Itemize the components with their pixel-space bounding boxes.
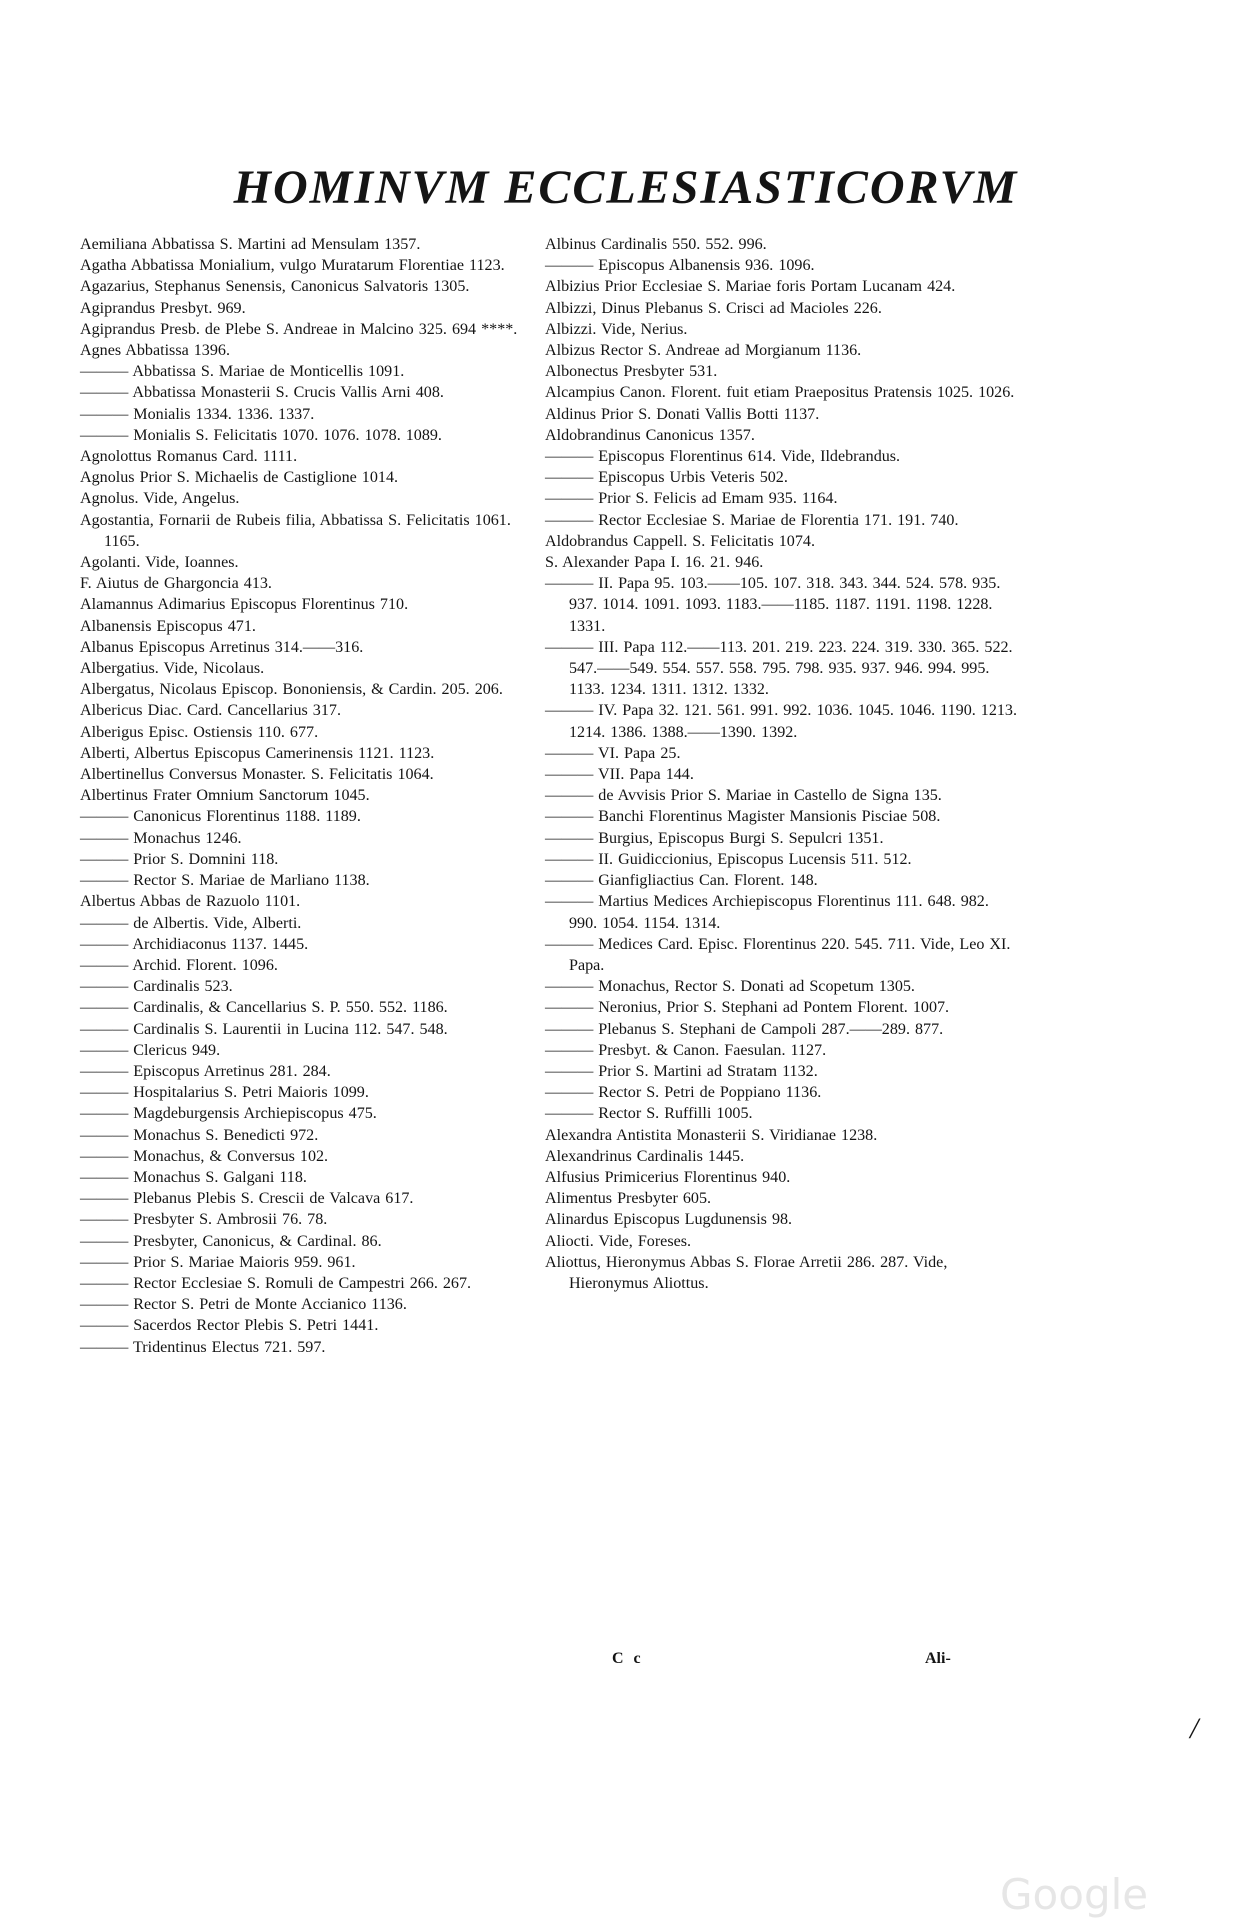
index-entry: ——— Presbyt. & Canon. Faesulan. 1127. xyxy=(545,1041,827,1059)
index-entry: ——— Tridentinus Electus 721. 597. xyxy=(80,1338,326,1356)
signature-mark: C c xyxy=(612,1650,644,1667)
index-entry: Albertinellus Conversus Monaster. S. Felicitatis 1064. xyxy=(80,766,434,784)
index-entry: ——— VII. Papa 144. xyxy=(545,766,694,784)
index-entry: ——— Monialis 1334. 1336. 1337. xyxy=(80,405,315,423)
index-entry: ——— Plebanus S. Stephani de Campoli 287.——289. 877. xyxy=(545,1020,944,1038)
index-entry: ——— Abbatissa Monasterii S. Crucis Vallis Arni 408. xyxy=(80,384,444,402)
index-entry: Albergatius. Vide, Nicolaus. xyxy=(80,660,265,678)
margin-mark: / xyxy=(1190,1712,1199,1745)
index-entry: Agostantia, Fornarii de Rubeis filia, Abbatissa S. Felicitatis 1061. 1165. xyxy=(80,511,511,550)
index-entry: ——— Monachus S. Galgani 118. xyxy=(80,1168,307,1186)
index-entry: Albizzi. Vide, Nerius. xyxy=(545,320,688,338)
index-entry: Albertinus Frater Omnium Sanctorum 1045. xyxy=(80,787,370,805)
index-entry: Aliottus, Hieronymus Abbas S. Florae Arretii 286. 287. Vide, Hieronymus Aliottus. xyxy=(545,1253,948,1292)
index-entry: ——— Prior S. Martini ad Stratam 1132. xyxy=(545,1062,818,1080)
index-entry: Agiprandus Presb. de Plebe S. Andreae in Malcino 325. 694 ****. xyxy=(80,320,518,338)
index-entry: ——— Cardinalis S. Laurentii in Lucina 112. 547. 548. xyxy=(80,1020,448,1038)
index-entry: ——— Canonicus Florentinus 1188. 1189. xyxy=(80,808,361,826)
index-entry: ——— Prior S. Domnini 118. xyxy=(80,850,279,868)
index-entry: Alamannus Adimarius Episcopus Florentinus 710. xyxy=(80,596,409,614)
index-entry: Alfusius Primicerius Florentinus 940. xyxy=(545,1168,791,1186)
left-column xyxy=(80,234,550,1358)
index-entry: Albinus Cardinalis 550. 552. 996. xyxy=(545,236,767,253)
index-entry: ——— Gianfigliactius Can. Florent. 148. xyxy=(545,872,818,890)
index-entry: ——— VI. Papa 25. xyxy=(545,744,681,762)
index-entry: S. Alexander Papa I. 16. 21. 946. xyxy=(545,554,764,572)
index-entry: Alexandrinus Cardinalis 1445. xyxy=(545,1147,745,1165)
index-entry: ——— de Albertis. Vide, Alberti. xyxy=(80,914,302,932)
index-entry: Alberti, Albertus Episcopus Camerinensis 1121. 1123. xyxy=(80,744,435,762)
index-entry: ——— Episcopus Arretinus 281. 284. xyxy=(80,1062,331,1080)
index-entry: Alcampius Canon. Florent. fuit etiam Praepositus Pratensis 1025. 1026. xyxy=(545,384,1015,402)
index-entry: ——— Burgius, Episcopus Burgi S. Sepulcri 1351. xyxy=(545,829,884,847)
index-entry: ——— Plebanus Plebis S. Crescii de Valcava 617. xyxy=(80,1190,414,1208)
index-entry: Aldinus Prior S. Donati Vallis Botti 1137. xyxy=(545,405,820,423)
index-entry: ——— Monachus, Rector S. Donati ad Scopetum 1305. xyxy=(545,978,915,996)
index-entry: ——— Archidiaconus 1137. 1445. xyxy=(80,935,309,953)
index-entry: Albizius Prior Ecclesiae S. Mariae foris Portam Lucanam 424. xyxy=(545,278,956,296)
index-entry: ——— Medices Card. Episc. Florentinus 220. 545. 711. Vide, Leo XI. Papa. xyxy=(545,935,1011,974)
index-entry: ——— Presbyter S. Ambrosii 76. 78. xyxy=(80,1211,328,1229)
index-entry: ——— Rector S. Mariae de Marliano 1138. xyxy=(80,872,370,890)
index-entry: ——— Rector S. Petri de Poppiano 1136. xyxy=(545,1084,822,1102)
index-entry: ——— Rector Ecclesiae S. Mariae de Florentia 171. 191. 740. xyxy=(545,511,959,529)
index-entry: Aldobrandus Cappell. S. Felicitatis 1074. xyxy=(545,532,815,550)
right-column xyxy=(545,234,1017,1294)
index-entry: ——— Episcopus Urbis Veteris 502. xyxy=(545,469,788,487)
index-entry: ——— Archid. Florent. 1096. xyxy=(80,956,278,974)
index-entry: ——— Cardinalis, & Cancellarius S. P. 550. 552. 1186. xyxy=(80,999,448,1017)
index-entry: ——— Prior S. Mariae Maioris 959. 961. xyxy=(80,1253,356,1271)
index-entry: Agnolus. Vide, Angelus. xyxy=(80,490,240,508)
index-entry: ——— III. Papa 112.——113. 201. 219. 223. 224. 319. 330. 365. 522. 547.——549. 554. 557. 558. 795. 798. 935. 937. 946. 994. 995. 1133. 1234. 1311. 1312. 1332. xyxy=(545,638,1013,699)
index-entry: Alexandra Antistita Monasterii S. Viridianae 1238. xyxy=(545,1126,878,1144)
index-entry: Agatha Abbatissa Monialium, vulgo Muratarum Florentiae 1123. xyxy=(80,257,505,275)
index-entry: ——— Presbyter, Canonicus, & Cardinal. 86. xyxy=(80,1232,382,1250)
index-entry: Agolanti. Vide, Ioannes. xyxy=(80,554,239,572)
index-entry: ——— Episcopus Florentinus 614. Vide, Ildebrandus. xyxy=(545,448,901,466)
index-entry: ——— Rector S. Petri de Monte Accianico 1136. xyxy=(80,1296,407,1314)
index-entry: ——— Martius Medices Archiepiscopus Florentinus 111. 648. 982. 990. 1054. 1154. 1314. xyxy=(545,893,989,932)
index-entry: Aldobrandinus Canonicus 1357. xyxy=(545,426,755,444)
index-entry: Albericus Diac. Card. Cancellarius 317. xyxy=(80,702,341,720)
index-entry: ——— Monachus 1246. xyxy=(80,829,242,847)
index-entry: ——— Episcopus Albanensis 936. 1096. xyxy=(545,257,815,275)
index-entry: Agnes Abbatissa 1396. xyxy=(80,342,230,360)
index-entry: ——— de Avvisis Prior S. Mariae in Castello de Signa 135. xyxy=(545,787,942,805)
index-entry: Albonectus Presbyter 531. xyxy=(545,363,718,381)
index-entry: ——— Cardinalis 523. xyxy=(80,978,233,996)
catchword: Ali- xyxy=(925,1650,951,1667)
index-entry: ——— Monachus S. Benedicti 972. xyxy=(80,1126,319,1144)
index-entry: ——— Hospitalarius S. Petri Maioris 1099. xyxy=(80,1084,369,1102)
index-entry: ——— Sacerdos Rector Plebis S. Petri 1441. xyxy=(80,1317,379,1335)
index-entry: Albergatus, Nicolaus Episcop. Bononiensis, & Cardin. 205. 206. xyxy=(80,681,503,699)
index-entry: Albanus Episcopus Arretinus 314.——316. xyxy=(80,638,364,656)
index-entry: Albertus Abbas de Razuolo 1101. xyxy=(80,893,301,911)
index-entry: ——— IV. Papa 32. 121. 561. 991. 992. 1036. 1045. 1046. 1190. 1213. 1214. 1386. 1388.——1390. 1392. xyxy=(545,702,1018,741)
index-entry: Albanensis Episcopus 471. xyxy=(80,617,256,635)
page-title: HOMINVM ECCLESIASTICORVM xyxy=(233,161,1019,214)
index-entry: ——— Neronius, Prior S. Stephani ad Pontem Florent. 1007. xyxy=(545,999,950,1017)
index-entry: Albizzi, Dinus Plebanus S. Crisci ad Macioles 226. xyxy=(545,299,882,317)
index-entry: ——— Banchi Florentinus Magister Mansionis Pisciae 508. xyxy=(545,808,941,826)
index-entry: ——— Magdeburgensis Archiepiscopus 475. xyxy=(80,1105,377,1123)
index-entry: ——— Monachus, & Conversus 102. xyxy=(80,1147,329,1165)
index-entry: Agazarius, Stephanus Senensis, Canonicus Salvatoris 1305. xyxy=(80,278,470,296)
index-entry: ——— II. Guidiccionius, Episcopus Lucensis 511. 512. xyxy=(545,850,912,868)
index-entry: Agiprandus Presbyt. 969. xyxy=(80,299,246,317)
index-entry: Aemiliana Abbatissa S. Martini ad Mensulam 1357. xyxy=(80,236,421,253)
index-entry: ——— Monialis S. Felicitatis 1070. 1076. 1078. 1089. xyxy=(80,426,442,444)
index-entry: Alimentus Presbyter 605. xyxy=(545,1190,712,1208)
index-entry: Agnolottus Romanus Card. 1111. xyxy=(80,448,298,466)
index-entry: ——— Abbatissa S. Mariae de Monticellis 1091. xyxy=(80,363,405,381)
index-entry: ——— Prior S. Felicis ad Emam 935. 1164. xyxy=(545,490,838,508)
index-entry: Aliocti. Vide, Foreses. xyxy=(545,1232,692,1250)
index-entry: Alberigus Episc. Ostiensis 110. 677. xyxy=(80,723,319,741)
index-entry: ——— Clericus 949. xyxy=(80,1041,221,1059)
index-entry: Alinardus Episcopus Lugdunensis 98. xyxy=(545,1211,793,1229)
index-entry: Albizus Rector S. Andreae ad Morgianum 1136. xyxy=(545,342,862,360)
watermark: Google xyxy=(1000,1870,1149,1919)
index-entry: ——— Rector Ecclesiae S. Romuli de Campestri 266. 267. xyxy=(80,1274,472,1292)
index-entry: ——— II. Papa 95. 103.——105. 107. 318. 343. 344. 524. 578. 935. 937. 1014. 1091. 1093. 1183.——1185. 1187. 1191. 1198. 1228. 1331. xyxy=(545,575,1001,635)
index-entry: Agnolus Prior S. Michaelis de Castiglione 1014. xyxy=(80,469,399,487)
index-entry: ——— Rector S. Ruffilli 1005. xyxy=(545,1105,753,1123)
index-entry: F. Aiutus de Ghargoncia 413. xyxy=(80,575,272,593)
